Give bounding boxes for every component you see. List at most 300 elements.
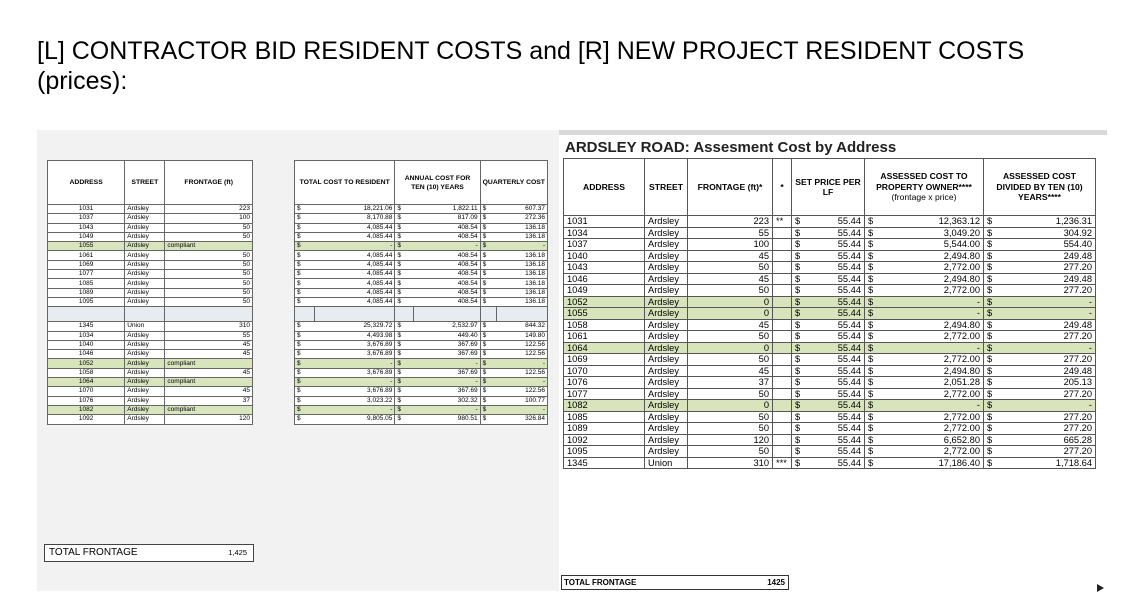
address-cell: 1061 <box>564 331 645 343</box>
address-cell: 1092 <box>48 415 125 424</box>
frontage-cell: compliant <box>165 359 253 368</box>
quarterly-cost-cell: 122.56 <box>497 387 548 396</box>
dollar-sign-cell: $ <box>480 405 497 414</box>
table-row <box>564 216 1096 228</box>
dollar-sign-cell: $ <box>395 415 413 424</box>
assessed-cost-cell: - <box>879 400 984 412</box>
street-cell: Ardsley <box>645 434 688 446</box>
price-cell: 55.44 <box>806 216 865 228</box>
table-row <box>295 396 548 405</box>
table-row <box>295 331 548 340</box>
dollar-sign-cell: $ <box>295 405 315 414</box>
assessed-cost-cell: 3,049.20 <box>879 227 984 239</box>
annual-cost-cell: 408.54 <box>413 270 480 279</box>
quarterly-cost-cell: 136.18 <box>497 270 548 279</box>
frontage-cell: 0 <box>688 342 773 354</box>
dollar-sign-cell: $ <box>480 288 497 297</box>
address-cell: 1046 <box>564 273 645 285</box>
dollar-sign-cell: $ <box>395 368 413 377</box>
assessed-cost-cell: 12,363.12 <box>879 216 984 228</box>
address-cell: 1037 <box>48 214 125 223</box>
quarterly-cost-cell: 136.18 <box>497 232 548 241</box>
total-cost-cell: 3,676.89 <box>314 387 395 396</box>
dollar-sign-cell: $ <box>792 227 807 239</box>
empty-cell <box>125 307 165 322</box>
table-row <box>564 285 1096 297</box>
address-cell: 1069 <box>48 260 125 269</box>
dollar-sign-cell: $ <box>792 319 807 331</box>
total-cost-cell: 4,085.44 <box>314 297 395 306</box>
assessed-cost-cell: 6,652.80 <box>879 434 984 446</box>
assessment-table <box>563 158 1096 469</box>
annual-cost-cell: - <box>413 378 480 387</box>
dollar-sign-cell: $ <box>792 216 807 228</box>
table-row <box>564 423 1096 435</box>
price-cell: 55.44 <box>806 262 865 274</box>
table-row <box>295 260 548 269</box>
assessed-cost-header <box>865 159 984 216</box>
price-cell: 55.44 <box>806 342 865 354</box>
table-row <box>48 331 253 340</box>
address-cell: 1031 <box>48 205 125 214</box>
dollar-sign-cell: $ <box>984 262 999 274</box>
quarterly-cost-cell: 136.18 <box>497 297 548 306</box>
page-title: [L] CONTRACTOR BID RESIDENT COSTS and [R] NEW PROJECT RESIDENT COSTS (prices): <box>37 37 1025 95</box>
frontage-cell: 50 <box>688 446 773 458</box>
assessed-cost-cell: - <box>879 308 984 320</box>
street-cell: Union <box>645 457 688 469</box>
annual-cost-cell: 367.69 <box>413 387 480 396</box>
annual-cost-cell: - <box>413 405 480 414</box>
contractor-cost-table <box>294 160 548 425</box>
dollar-sign-cell: $ <box>295 223 315 232</box>
dollar-sign-cell: $ <box>792 308 807 320</box>
frontage-cell: 45 <box>688 273 773 285</box>
table-row <box>48 288 253 297</box>
assessed-cost-cell: 2,051.28 <box>879 377 984 389</box>
frontage-cell: 50 <box>165 260 253 269</box>
dollar-sign-cell: $ <box>395 378 413 387</box>
total-cost-cell: 4,085.44 <box>314 288 395 297</box>
dollar-sign-cell: $ <box>792 457 807 469</box>
street-cell: Ardsley <box>125 279 165 288</box>
frontage-cell: 223 <box>688 216 773 228</box>
dollar-sign-cell: $ <box>984 331 999 343</box>
note-mark-header: * <box>773 159 792 216</box>
price-cell: 55.44 <box>806 250 865 262</box>
address-cell: 1043 <box>48 223 125 232</box>
table-row <box>295 270 548 279</box>
dollar-sign-cell: $ <box>865 296 880 308</box>
divided-cost-cell: 277.20 <box>998 354 1096 366</box>
total-cost-cell: 3,023.22 <box>314 396 395 405</box>
street-cell: Ardsley <box>125 242 165 251</box>
quarterly-cost-cell: 136.18 <box>497 251 548 260</box>
right-total-label: TOTAL FRONTAGE <box>564 578 637 587</box>
dollar-sign-cell: $ <box>395 297 413 306</box>
table-row <box>564 365 1096 377</box>
street-cell: Ardsley <box>125 415 165 424</box>
frontage-cell: 50 <box>165 232 253 241</box>
total-cost-cell: 3,676.89 <box>314 340 395 349</box>
total-cost-cell: 4,085.44 <box>314 223 395 232</box>
quarterly-cost-cell: 100.77 <box>497 396 548 405</box>
frontage-cell: 100 <box>165 214 253 223</box>
note-mark-cell <box>773 365 792 377</box>
divided-cost-cell: 277.20 <box>998 411 1096 423</box>
dollar-sign-cell: $ <box>792 239 807 251</box>
dollar-sign-cell: $ <box>480 297 497 306</box>
table-row <box>295 359 548 368</box>
street-cell: Ardsley <box>645 262 688 274</box>
assessment-title: ARDSLEY ROAD: Assesment Cost by Address <box>565 139 897 156</box>
assessed-cost-cell: 2,772.00 <box>879 446 984 458</box>
dollar-sign-cell: $ <box>480 322 497 331</box>
note-mark-cell <box>773 331 792 343</box>
table-row <box>48 307 253 322</box>
total-cost-cell: 4,085.44 <box>314 279 395 288</box>
table-row <box>48 340 253 349</box>
dollar-sign-cell: $ <box>865 308 880 320</box>
dollar-sign-cell: $ <box>480 359 497 368</box>
dollar-sign-cell: $ <box>984 423 999 435</box>
frontage-cell: 310 <box>165 322 253 331</box>
empty-cell <box>295 307 315 322</box>
divided-cost-cell: 304.92 <box>998 227 1096 239</box>
address-cell: 1055 <box>48 242 125 251</box>
frontage-cell: 45 <box>688 365 773 377</box>
table-row <box>295 350 548 359</box>
dollar-sign-cell: $ <box>865 400 880 412</box>
quarterly-cost-cell: 136.18 <box>497 288 548 297</box>
street-cell: Ardsley <box>645 216 688 228</box>
table-row <box>564 388 1096 400</box>
dollar-sign-cell: $ <box>480 223 497 232</box>
divided-cost-cell: 249.48 <box>998 365 1096 377</box>
note-mark-cell <box>773 446 792 458</box>
dollar-sign-cell: $ <box>865 411 880 423</box>
price-cell: 55.44 <box>806 365 865 377</box>
price-cell: 55.44 <box>806 411 865 423</box>
contractor-frontage-rows <box>48 205 253 425</box>
street-cell: Ardsley <box>125 396 165 405</box>
contractor-bid-document <box>37 130 559 591</box>
table-row <box>564 319 1096 331</box>
price-cell: 55.44 <box>806 227 865 239</box>
total-cost-cell: 3,676.89 <box>314 368 395 377</box>
dollar-sign-cell: $ <box>480 340 497 349</box>
dollar-sign-cell: $ <box>395 288 413 297</box>
street-cell: Ardsley <box>125 405 165 414</box>
price-cell: 55.44 <box>806 319 865 331</box>
price-cell: 55.44 <box>806 354 865 366</box>
dollar-sign-cell: $ <box>865 377 880 389</box>
dollar-sign-cell: $ <box>984 388 999 400</box>
divided-cost-cell: - <box>998 308 1096 320</box>
frontage-cell: 45 <box>688 250 773 262</box>
dollar-sign-cell: $ <box>395 223 413 232</box>
address-cell: 1089 <box>564 423 645 435</box>
assessed-cost-cell: 2,772.00 <box>879 262 984 274</box>
dollar-sign-cell: $ <box>395 396 413 405</box>
frontage-cell: 50 <box>165 270 253 279</box>
address-cell: 1040 <box>48 340 125 349</box>
table-row <box>48 378 253 387</box>
annual-cost-cell: 2,532.97 <box>413 322 480 331</box>
address-cell: 1043 <box>564 262 645 274</box>
frontage-header: FRONTAGE (ft) <box>165 161 253 205</box>
annual-cost-cell: 367.69 <box>413 368 480 377</box>
dollar-sign-cell: $ <box>865 342 880 354</box>
total-cost-cell: 9,805.05 <box>314 415 395 424</box>
address-cell: 1069 <box>564 354 645 366</box>
address-cell: 1061 <box>48 251 125 260</box>
street-cell: Ardsley <box>645 411 688 423</box>
frontage-cell: 45 <box>165 368 253 377</box>
total-cost-cell: 4,085.44 <box>314 251 395 260</box>
frontage-cell: 223 <box>165 205 253 214</box>
dollar-sign-cell: $ <box>865 216 880 228</box>
annual-cost-header: ANNUAL COST FOR TEN (10) YEARS <box>395 161 480 205</box>
address-cell: 1077 <box>564 388 645 400</box>
table-row <box>564 308 1096 320</box>
street-cell: Ardsley <box>125 270 165 279</box>
document-top-bar <box>559 130 1107 135</box>
dollar-sign-cell: $ <box>480 415 497 424</box>
empty-cell <box>48 307 125 322</box>
assessed-cost-header-label: ASSESSED COST TO PROPERTY OWNER**** <box>876 171 972 192</box>
quarterly-cost-cell: 136.18 <box>497 279 548 288</box>
divided-cost-cell: 277.20 <box>998 446 1096 458</box>
frontage-cell: 45 <box>165 387 253 396</box>
frontage-cell: 0 <box>688 400 773 412</box>
dollar-sign-cell: $ <box>395 359 413 368</box>
divided-cost-cell: 277.20 <box>998 262 1096 274</box>
frontage-cell: 120 <box>688 434 773 446</box>
address-cell: 1052 <box>564 296 645 308</box>
divided-cost-cell: 277.20 <box>998 423 1096 435</box>
frontage-cell: 0 <box>688 308 773 320</box>
address-cell: 1058 <box>564 319 645 331</box>
address-cell: 1085 <box>48 279 125 288</box>
address-cell: 1034 <box>564 227 645 239</box>
street-cell: Ardsley <box>125 331 165 340</box>
table-row <box>48 387 253 396</box>
table-row <box>48 242 253 251</box>
dollar-sign-cell: $ <box>792 285 807 297</box>
frontage-cell: 100 <box>688 239 773 251</box>
dollar-sign-cell: $ <box>480 279 497 288</box>
annual-cost-cell: 817.09 <box>413 214 480 223</box>
assessed-cost-cell: 2,772.00 <box>879 411 984 423</box>
total-cost-cell: 4,493.98 <box>314 331 395 340</box>
price-cell: 55.44 <box>806 308 865 320</box>
dollar-sign-cell: $ <box>984 285 999 297</box>
note-mark-cell <box>773 377 792 389</box>
table-row <box>48 279 253 288</box>
divided-cost-cell: 205.13 <box>998 377 1096 389</box>
dollar-sign-cell: $ <box>395 232 413 241</box>
annual-cost-cell: 408.54 <box>413 297 480 306</box>
quarterly-cost-cell: 122.56 <box>497 368 548 377</box>
table-row <box>295 242 548 251</box>
note-mark-cell <box>773 262 792 274</box>
divided-cost-cell: 249.48 <box>998 319 1096 331</box>
street-cell: Ardsley <box>125 368 165 377</box>
price-header: SET PRICE PER LF <box>792 159 865 216</box>
price-cell: 55.44 <box>806 285 865 297</box>
table-row <box>295 307 548 322</box>
address-cell: 1040 <box>564 250 645 262</box>
empty-cell <box>395 307 413 322</box>
dollar-sign-cell: $ <box>865 250 880 262</box>
frontage-cell: 50 <box>688 354 773 366</box>
dollar-sign-cell: $ <box>984 239 999 251</box>
dollar-sign-cell: $ <box>865 319 880 331</box>
dollar-sign-cell: $ <box>480 214 497 223</box>
street-cell: Ardsley <box>645 239 688 251</box>
table-row <box>295 251 548 260</box>
quarterly-cost-cell: 122.56 <box>497 340 548 349</box>
address-cell: 1077 <box>48 270 125 279</box>
table-row <box>295 288 548 297</box>
table-row <box>48 322 253 331</box>
street-cell: Ardsley <box>645 365 688 377</box>
empty-cell <box>480 307 497 322</box>
address-cell: 1034 <box>48 331 125 340</box>
address-cell: 1076 <box>48 396 125 405</box>
quarterly-cost-cell: 136.18 <box>497 223 548 232</box>
quarterly-cost-cell: 326.84 <box>497 415 548 424</box>
price-cell: 55.44 <box>806 400 865 412</box>
divided-cost-cell: - <box>998 342 1096 354</box>
annual-cost-cell: 302.32 <box>413 396 480 405</box>
price-cell: 55.44 <box>806 457 865 469</box>
street-cell: Ardsley <box>645 331 688 343</box>
address-cell: 1345 <box>564 457 645 469</box>
dollar-sign-cell: $ <box>395 387 413 396</box>
quarterly-cost-cell: 272.36 <box>497 214 548 223</box>
table-row <box>564 411 1096 423</box>
address-cell: 1049 <box>48 232 125 241</box>
frontage-header: FRONTAGE (ft)* <box>688 159 773 216</box>
table-row <box>295 232 548 241</box>
address-header: ADDRESS <box>48 161 125 205</box>
frontage-cell: 50 <box>165 288 253 297</box>
address-cell: 1031 <box>564 216 645 228</box>
dollar-sign-cell: $ <box>792 273 807 285</box>
dollar-sign-cell: $ <box>865 285 880 297</box>
street-cell: Ardsley <box>125 288 165 297</box>
dollar-sign-cell: $ <box>295 359 315 368</box>
quarterly-cost-cell: - <box>497 378 548 387</box>
divided-cost-cell: - <box>998 400 1096 412</box>
address-cell: 1085 <box>564 411 645 423</box>
address-cell: 1089 <box>48 288 125 297</box>
table-row <box>48 297 253 306</box>
empty-cell <box>413 307 480 322</box>
dollar-sign-cell: $ <box>792 400 807 412</box>
dollar-sign-cell: $ <box>865 273 880 285</box>
dollar-sign-cell: $ <box>865 446 880 458</box>
address-cell: 1064 <box>564 342 645 354</box>
dollar-sign-cell: $ <box>865 457 880 469</box>
total-cost-cell: 25,329.72 <box>314 322 395 331</box>
assessed-cost-cell: 2,772.00 <box>879 354 984 366</box>
frontage-cell: 37 <box>165 396 253 405</box>
quarterly-cost-cell: - <box>497 405 548 414</box>
divided-cost-header: ASSESSED COST DIVIDED BY TEN (10) YEARS**** <box>984 159 1096 216</box>
frontage-cell: 50 <box>688 262 773 274</box>
note-mark-cell: ** <box>773 216 792 228</box>
quarterly-cost-cell: 149.80 <box>497 331 548 340</box>
street-cell: Ardsley <box>645 308 688 320</box>
table-row <box>48 270 253 279</box>
assessed-cost-cell: 17,186.40 <box>879 457 984 469</box>
left-total-frontage <box>44 544 254 562</box>
dollar-sign-cell: $ <box>395 242 413 251</box>
frontage-cell: 50 <box>688 423 773 435</box>
assessed-cost-cell: 2,494.80 <box>879 319 984 331</box>
table-row <box>48 251 253 260</box>
quarterly-cost-header: QUARTERLY COST <box>480 161 547 205</box>
divided-cost-cell: 277.20 <box>998 285 1096 297</box>
dollar-sign-cell: $ <box>865 423 880 435</box>
dollar-sign-cell: $ <box>480 396 497 405</box>
dollar-sign-cell: $ <box>480 270 497 279</box>
dollar-sign-cell: $ <box>984 296 999 308</box>
note-mark-cell <box>773 250 792 262</box>
left-total-label: TOTAL FRONTAGE <box>49 547 138 558</box>
contractor-frontage-table <box>47 160 253 425</box>
table-row <box>564 227 1096 239</box>
annual-cost-cell: 408.54 <box>413 279 480 288</box>
street-cell: Ardsley <box>645 296 688 308</box>
address-cell: 1095 <box>564 446 645 458</box>
table-row <box>564 250 1096 262</box>
frontage-cell: 55 <box>165 331 253 340</box>
address-cell: 1046 <box>48 350 125 359</box>
dollar-sign-cell: $ <box>295 396 315 405</box>
street-cell: Ardsley <box>645 446 688 458</box>
dollar-sign-cell: $ <box>480 350 497 359</box>
frontage-cell: 310 <box>688 457 773 469</box>
dollar-sign-cell: $ <box>295 279 315 288</box>
quarterly-cost-cell: - <box>497 242 548 251</box>
table-row <box>48 205 253 214</box>
new-project-document <box>559 130 1107 591</box>
dollar-sign-cell: $ <box>792 331 807 343</box>
dollar-sign-cell: $ <box>295 378 315 387</box>
street-cell: Ardsley <box>125 359 165 368</box>
dollar-sign-cell: $ <box>792 423 807 435</box>
dollar-sign-cell: $ <box>792 388 807 400</box>
table-row <box>48 396 253 405</box>
address-header: ADDRESS <box>564 159 645 216</box>
dollar-sign-cell: $ <box>792 446 807 458</box>
price-cell: 55.44 <box>806 434 865 446</box>
note-mark-cell: *** <box>773 457 792 469</box>
table-row <box>48 223 253 232</box>
dollar-sign-cell: $ <box>792 434 807 446</box>
table-row <box>564 446 1096 458</box>
table-row <box>48 415 253 424</box>
annual-cost-cell: 408.54 <box>413 251 480 260</box>
table-row <box>295 340 548 349</box>
table-row <box>564 434 1096 446</box>
frontage-cell: 50 <box>165 223 253 232</box>
dollar-sign-cell: $ <box>395 270 413 279</box>
